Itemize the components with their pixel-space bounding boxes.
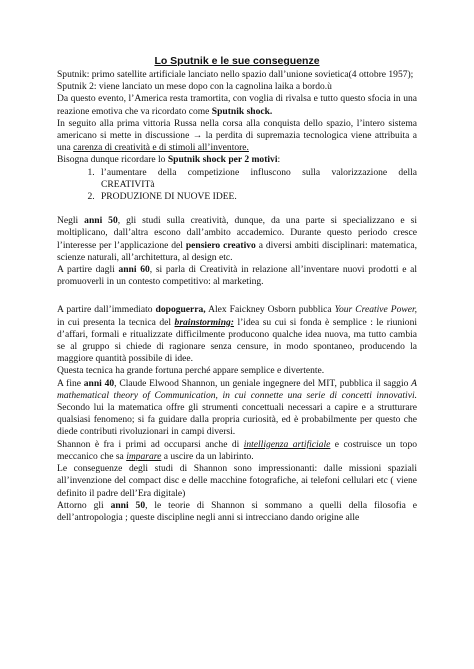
text-span: , le teorie di Shannon si sommano a quelli della filosofia e dell’antropologia ; queste discipline negli anni si intrecciano dando origine alle <box>57 499 417 523</box>
bold-term: anni 60 <box>118 264 150 276</box>
bold-term: pensiero creativo <box>185 239 256 251</box>
spacer <box>57 203 417 215</box>
text-span: : <box>277 154 281 166</box>
paragraph-fortune: Questa tecnica ha grande fortuna perché appare semplice e divertente. <box>57 365 325 377</box>
paragraph-anni-50 <box>57 215 417 264</box>
text-span: in cui presenta la tecnica del <box>57 316 175 328</box>
underlined-term: intelligenza artificiale <box>243 438 331 450</box>
paragraph-motives <box>57 154 417 166</box>
text-span: Attorno gli <box>57 499 111 511</box>
text-span: , Claude Elwood Shannon, un geniale ingegnere del MIT, pubblica il saggio <box>114 377 412 389</box>
spacer <box>57 288 417 304</box>
text-span: , si parla di Creatività in relazione all’inventare nuovi prodotti e al promuoverli in un contesto competitivo: al marketing. <box>57 264 418 288</box>
text-span: A fine <box>57 377 84 389</box>
text-span: Da questo evento, l’America resta tramortita, con voglia di rivalsa e tutto questo sfocia in una reazione emotiva che va ricordato come <box>57 93 417 117</box>
paragraph-osborn <box>57 304 417 365</box>
list-item: 1. l’aumentare della competizione influscono sulla valorizzazione della CREATIVITà <box>97 167 417 191</box>
bold-term: anni 50 <box>84 215 118 227</box>
bold-term: anni 50 <box>110 499 146 511</box>
text-span: Shannon è fra i primi ad occuparsi anche di <box>57 438 244 450</box>
paragraph-crisis <box>57 118 417 155</box>
text-span: In seguito alla prima vittoria Russa nella corsa alla conquista dello spazio, l’intero sistema americano si mette in discussione → la perdita di supremazia tecnologica viene attribuita a una <box>57 117 417 154</box>
text-span: a diversi ambiti disciplinari: matematica, scienze naturali, all’architettura, al design etc. <box>57 239 417 263</box>
italic-title: Your Creative Power, <box>334 304 418 316</box>
bold-term: anni 40 <box>83 377 115 389</box>
paragraph-theories <box>57 500 417 524</box>
paragraph-sputnik-shock <box>57 93 417 117</box>
paragraph-sputnik-2: Sputnik 2: viene lanciato un mese dopo con la cagnolina laika a bordo.ù <box>57 81 332 93</box>
bold-term: dopoguerra, <box>155 304 206 316</box>
text-span: A partire dall’immediato <box>57 304 156 316</box>
text-span: A partire dagli <box>57 264 119 276</box>
underlined-term: carenza di creatività e di stimoli all’inventore. <box>73 142 249 154</box>
document-body <box>57 69 417 524</box>
paragraph-sputnik: Sputnik: primo satellite artificiale lanciato nello spazio dall’unione sovietica(4 ottobre 1957); <box>57 69 414 80</box>
paragraph-ai <box>57 439 417 463</box>
bold-term: Sputnik shock. <box>211 105 273 117</box>
text-span: , gli studi sulla creatività, dunque, da una parte si specializzano e si moltiplicano, dall’altra escono dall’ambito accademico. Durante questo periodo cresce l’interesse per l’applicazione del <box>57 215 417 251</box>
underlined-term: brainstorming: <box>174 316 234 328</box>
list-item: 2. PRODUZIONE DI NUOVE IDEE. <box>97 191 417 203</box>
text-span: Bisogna dunque ricordare lo <box>57 154 168 166</box>
italic-title: A mathematical theory of Communication, in cui connette una serie di concetti innovativi. <box>57 377 417 401</box>
text-span: a uscire da un labirinto. <box>161 450 254 462</box>
motives-list <box>57 167 417 204</box>
text-span: Alex Faickney Osborn pubblica <box>205 304 335 316</box>
underlined-term: imparare <box>126 450 162 462</box>
text-span: l’idea su cui si fonda è semplice : le riunioni d’affari, formali e ritualizzate difficilmente producono qualche idea nuova, ma tutto cambia se al gruppo si chiede di ragionare senza censure, in modo spontaneo, producendo la maggiore quantità possibile di idee. <box>57 316 417 365</box>
document-title: Lo Sputnik e le sue conseguenze <box>154 55 320 67</box>
paragraph-consequences: Le conseguenze degli studi di Shannon sono impressionanti: dalle missioni spaziali all’invenzione del compact disc e delle macchine fotografiche, ai telefoni cellulari etc ( viene definito il padre dell’Era digitale) <box>57 463 417 499</box>
text-span: e costruisce un topo meccanico che sa <box>57 438 418 462</box>
paragraph-shannon <box>57 378 417 439</box>
bold-term: Sputnik shock per 2 motivi <box>167 154 278 166</box>
text-span: Secondo lui la matematica offre gli strumenti concettuali necessari a capire e a strutturare qualsiasi fenomeno; si fa guidare dalla propria curiosità, ed è probabilmente per questo che diede contributi rivoluzionari in campi diversi. <box>57 402 417 438</box>
paragraph-anni-60 <box>57 264 417 288</box>
text-span: Negli <box>57 215 85 227</box>
